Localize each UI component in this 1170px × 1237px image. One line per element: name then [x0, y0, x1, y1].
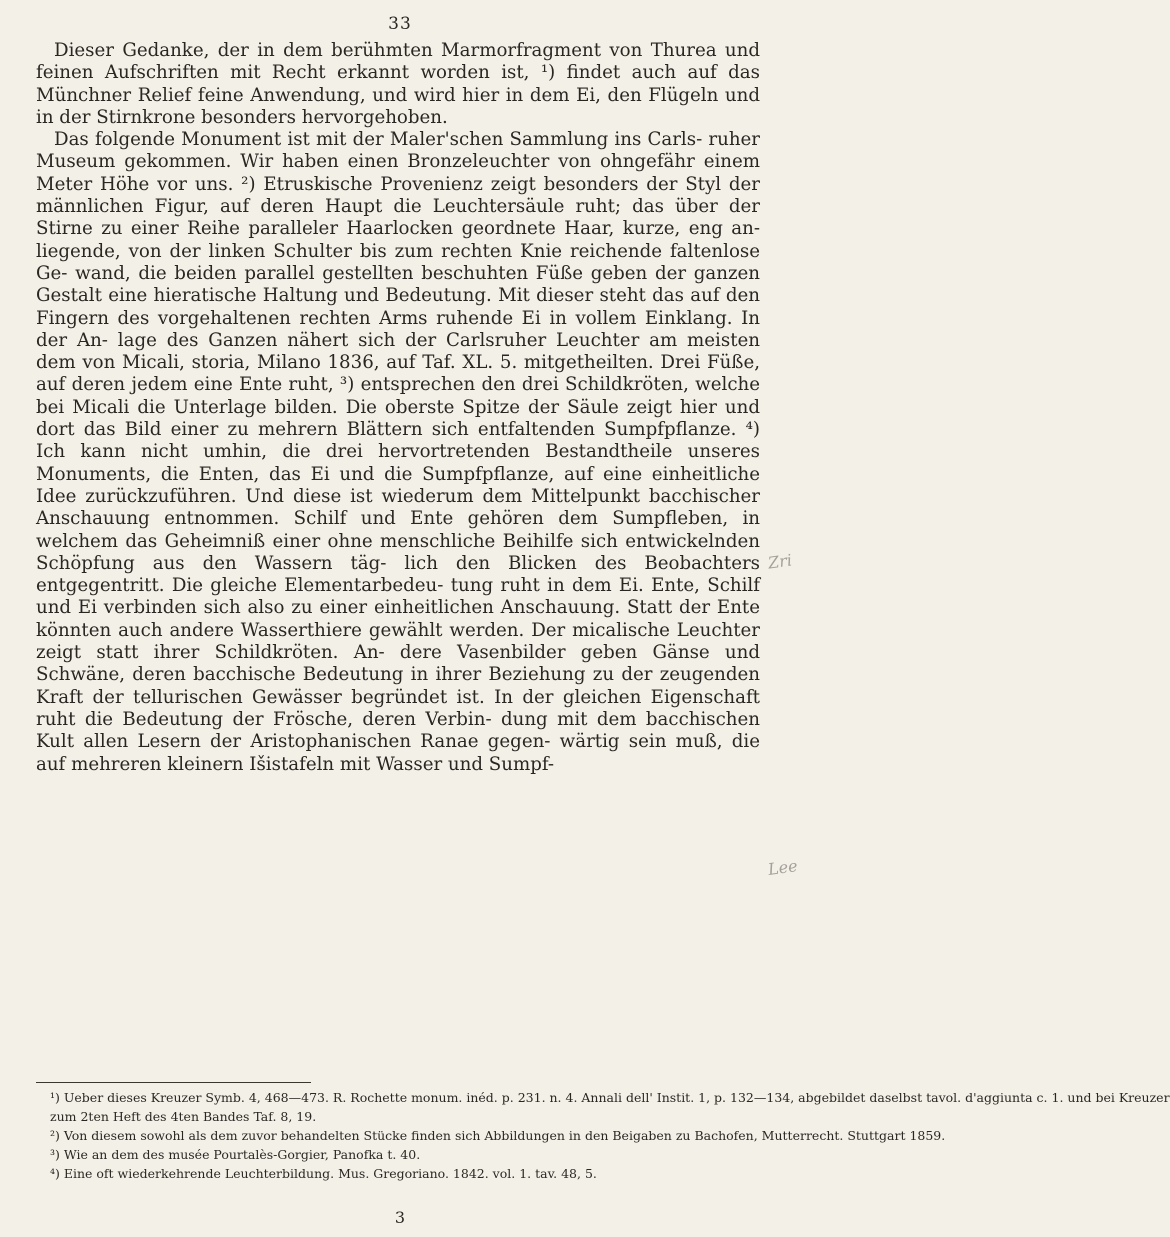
footnote-3: ³) Wie an dem des musée Pourtalès-Gorgier, Panofka t. 40.: [50, 1147, 421, 1162]
footnote-4: ⁴) Eine oft wiederkehrende Leuchterbildung. Mus. Gregoriano. 1842. vol. 1. tav. 48, 5.: [50, 1166, 597, 1181]
margin-note-2: Lee: [766, 856, 799, 879]
footnote-1: ¹) Ueber dieses Kreuzer Symb. 4, 468—473. R. Rochette monum. inéd. p. 231. n. 4. Annali dell' Instit. 1, p. 132—134, abgebildet daselbst tavol. d'aggiunta c. 1. und bei Kreuzer: [50, 1090, 1170, 1105]
paragraph-1: Dieser Gedanke, der in dem berühmten Marmorfragment von Thurea und feinen Aufschriften mit Recht erkannt worden ist, ¹) findet auch auf das Münchner Relief feine Anwendung, und wird hier in dem Ei, den Flügeln und in der Stirnkrone besonders hervorgehoben.: [36, 40, 760, 128]
paragraph-2: Das folgende Monument ist mit der Maler'schen Sammlung ins Carls- ruher Museum gekommen. Wir haben einen Bronzeleuchter von ohngefähr einem Meter Höhe vor uns. ²) Etruskische Provenienz zeigt besonders der Styl der männlichen Figur, auf deren Haupt die Leuchtersäule ruht; das über der Stirne zu einer Reihe paralleler Haarlocken geordnete Haar, kurze, eng an- liegende, von der linken Schulter bis zum rechten Knie reichende faltenlose Ge- wand, die beiden parallel gestellten beschuhten Füße geben der ganzen Gestalt eine hieratische Haltung und Bedeutung. Mit dieser steht das auf den Fingern des vorgehaltenen rechten Arms ruhende Ei in vollem Einklang. In der An- lage des Ganzen nähert sich der Carlsruher Leuchter am meisten dem von Micali, storia, Milano 1836, auf Taf. XL. 5. mitgetheilten. Drei Füße, auf deren jedem eine Ente ruht, ³) entsprechen den drei Schildkröten, welche bei Micali die Unterlage bilden. Die oberste Spitze der Säule zeigt hier und dort das Bild einer zu mehrern Blättern sich entfaltenden Sumpfpflanze. ⁴) Ich kann nicht umhin, die drei hervortretenden Bestandtheile unseres Monuments, die Enten, das Ei und die Sumpfpflanze, auf eine einheitliche Idee zurückzuführen. Und diese ist wiederum dem Mittelpunkt bacchischer Anschauung entnommen. Schilf und Ente gehören dem Sumpfleben, in welchem das Geheimniß einer ohne menschliche Beihilfe sich entwickelnden Schöpfung aus den Wassern täg- lich den Blicken des Beobachters entgegentritt. Die gleiche Elementarbedeu- tung ruht in dem Ei. Ente, Schilf und Ei verbinden sich also zu einer einheitlichen Anschauung. Statt der Ente könnten auch andere Wasserthiere gewählt werden. Der micalische Leuchter zeigt statt ihrer Schildkröten. An- dere Vasenbilder geben Gänse und Schwäne, deren bacchische Bedeutung in ihrer Beziehung zu der zeugenden Kraft der tellurischen Gewässer begründet ist. In der gleichen Eigenschaft ruht die Bedeutung der Frösche, deren Verbin- dung mit dem bacchischen Kult allen Lesern der Aristophanischen Ranae gegen- wärtig sein muß, die auf mehreren kleinern Išistafeln mit Wasser und Sumpf-: [36, 129, 760, 775]
footnotes: [36, 1088, 1170, 1183]
footnote-1-continued: zum 2ten Heft des 4ten Bandes Taf. 8, 19.: [50, 1109, 317, 1124]
footnote-separator: [36, 1082, 311, 1083]
margin-note-1: Zri: [766, 550, 794, 573]
footnote-2: ²) Von diesem sowohl als dem zuvor behandelten Stücke finden sich Abbildungen in den Beigaben zu Bachofen, Mutterrecht. Stuttgart 1859.: [50, 1128, 946, 1143]
signature-mark: 3: [394, 1208, 406, 1227]
page-number: 33: [388, 14, 412, 34]
main-text: [36, 40, 760, 776]
